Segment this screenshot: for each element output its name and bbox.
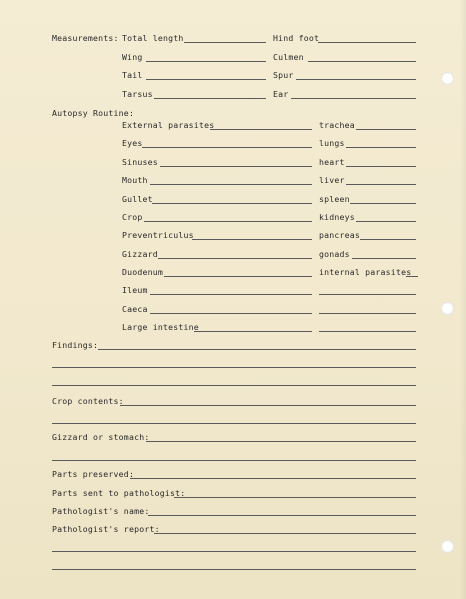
findings-line[interactable]: [52, 367, 416, 368]
culmen-label: Culmen: [273, 52, 304, 62]
autopsy-field[interactable]: [319, 313, 416, 314]
parts-preserved-label: Parts preserved:: [52, 469, 135, 479]
autopsy-field[interactable]: [356, 221, 416, 222]
parts-sent-label: Parts sent to pathologist:: [52, 488, 186, 498]
tarsus-label: Tarsus: [122, 89, 153, 99]
autopsy-field[interactable]: [164, 276, 312, 277]
autopsy-item: internal parasites: [319, 267, 412, 277]
autopsy-field[interactable]: [194, 331, 312, 332]
punch-hole: [441, 72, 454, 85]
autopsy-field[interactable]: [346, 147, 416, 148]
autopsy-field[interactable]: [346, 166, 416, 167]
autopsy-item: Preventriculus: [122, 230, 194, 240]
autopsy-item: trachea: [319, 120, 355, 130]
wing-field[interactable]: [146, 61, 266, 62]
parts-preserved-field[interactable]: [130, 478, 416, 479]
autopsy-item: lungs: [319, 138, 345, 148]
autopsy-item: Duodenum: [122, 267, 164, 277]
autopsy-field[interactable]: [360, 239, 416, 240]
spur-field[interactable]: [296, 79, 416, 80]
findings-field[interactable]: [98, 349, 416, 350]
tarsus-field[interactable]: [154, 98, 266, 99]
autopsy-field[interactable]: [150, 184, 312, 185]
crop-contents-label: Crop contents:: [52, 396, 124, 406]
parts-sent-field[interactable]: [174, 497, 416, 498]
ear-field[interactable]: [291, 98, 416, 99]
autopsy-field[interactable]: [352, 258, 416, 259]
pathologist-report-label: Pathologist's report:: [52, 524, 160, 534]
wing-label: Wing: [122, 52, 143, 62]
pathologist-report-line[interactable]: [52, 569, 416, 570]
autopsy-field[interactable]: [160, 166, 312, 167]
pathologist-report-line[interactable]: [52, 551, 416, 552]
findings-line[interactable]: [52, 385, 416, 386]
pathologist-report-field[interactable]: [154, 533, 416, 534]
total-length-field[interactable]: [184, 42, 266, 43]
autopsy-item: Sinuses: [122, 157, 158, 167]
autopsy-field[interactable]: [319, 331, 416, 332]
autopsy-field[interactable]: [150, 313, 312, 314]
autopsy-field[interactable]: [150, 294, 312, 295]
autopsy-item: Caeca: [122, 304, 148, 314]
autopsy-field[interactable]: [319, 294, 416, 295]
autopsy-field[interactable]: [350, 203, 416, 204]
autopsy-item: Crop: [122, 212, 143, 222]
findings-label: Findings:: [52, 340, 99, 350]
gizzard-field[interactable]: [146, 441, 416, 442]
gizzard-label: Gizzard or stomach:: [52, 432, 150, 442]
autopsy-field[interactable]: [210, 129, 312, 130]
autopsy-item: spleen: [319, 194, 350, 204]
autopsy-field[interactable]: [406, 276, 418, 277]
autopsy-item: Large intestine: [122, 322, 199, 332]
punch-hole: [441, 540, 454, 553]
measurements-heading: Measurements:: [52, 33, 119, 43]
autopsy-field[interactable]: [144, 221, 312, 222]
autopsy-item: kidneys: [319, 212, 355, 222]
total-length-label: Total length: [122, 33, 184, 43]
hind-foot-field[interactable]: [318, 42, 416, 43]
autopsy-item: pancreas: [319, 230, 361, 240]
punch-hole: [441, 302, 454, 315]
gizzard-line[interactable]: [52, 460, 416, 461]
pathologist-name-field[interactable]: [148, 515, 416, 516]
autopsy-field[interactable]: [142, 147, 312, 148]
autopsy-item: Eyes: [122, 138, 143, 148]
autopsy-item: Gullet: [122, 194, 153, 204]
page-edge: [460, 0, 466, 599]
autopsy-field[interactable]: [356, 129, 416, 130]
crop-contents-field[interactable]: [120, 405, 416, 406]
autopsy-field[interactable]: [192, 239, 312, 240]
tail-label: Tail: [122, 70, 143, 80]
pathologist-name-label: Pathologist's name:: [52, 506, 150, 516]
autopsy-item: liver: [319, 175, 345, 185]
hind-foot-label: Hind foot: [273, 33, 320, 43]
autopsy-item: heart: [319, 157, 345, 167]
autopsy-item: Mouth: [122, 175, 148, 185]
autopsy-field[interactable]: [158, 258, 312, 259]
tail-field[interactable]: [146, 79, 266, 80]
crop-contents-line[interactable]: [52, 423, 416, 424]
autopsy-item: Gizzard: [122, 249, 158, 259]
spur-label: Spur: [273, 70, 294, 80]
autopsy-item: gonads: [319, 249, 350, 259]
autopsy-item: External parasites: [122, 120, 215, 130]
autopsy-heading: Autopsy Routine:: [52, 108, 135, 118]
ear-label: Ear: [273, 89, 289, 99]
autopsy-item: Ileum: [122, 285, 148, 295]
autopsy-field[interactable]: [346, 184, 416, 185]
culmen-field[interactable]: [308, 61, 416, 62]
autopsy-field[interactable]: [152, 203, 312, 204]
